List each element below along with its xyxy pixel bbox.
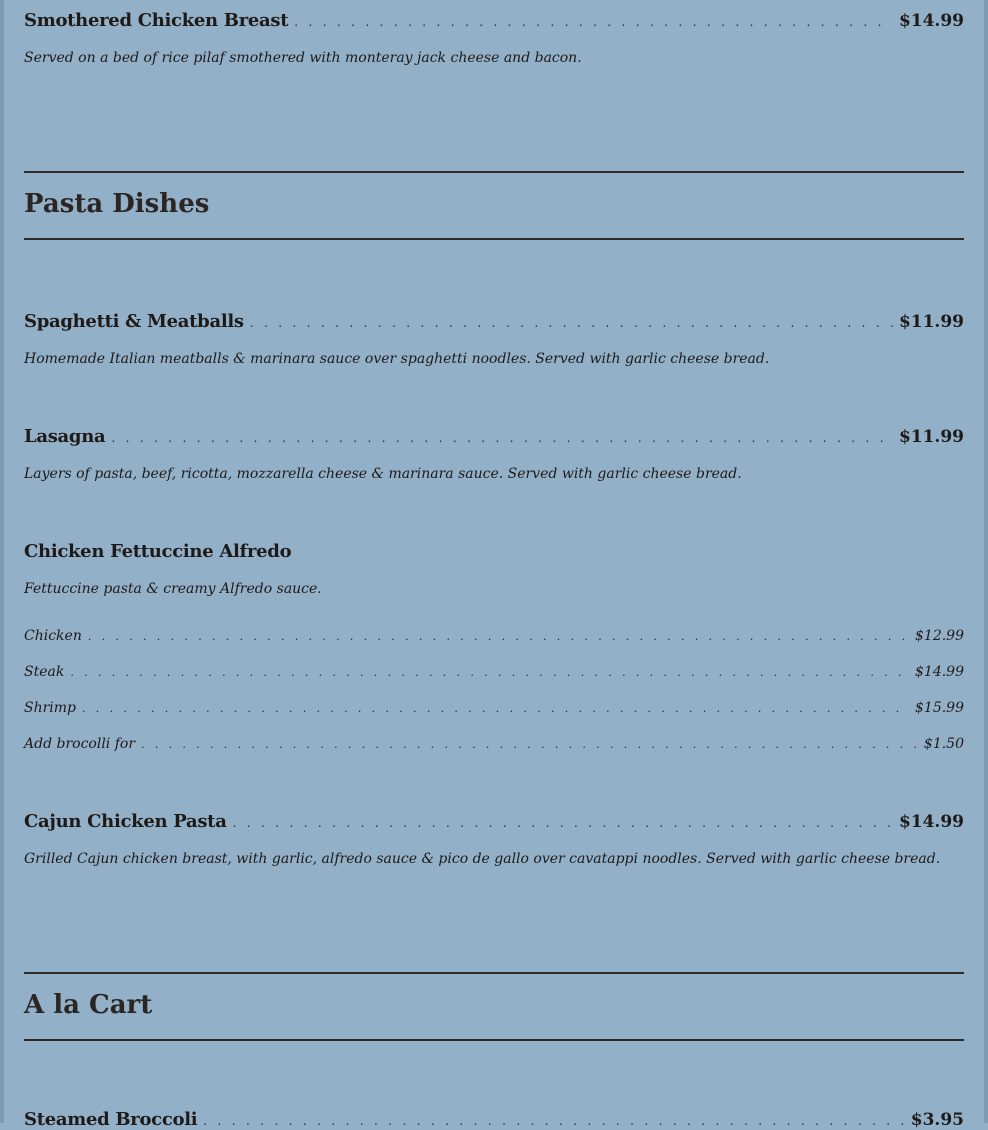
option-row-chicken [24,628,964,644]
page-edge-right [984,0,988,1123]
item-price: $14.99 [898,812,964,832]
item-name: Spaghetti & Meatballs [24,311,244,332]
page-edge-left [0,0,4,1123]
item-name: Lasagna [24,426,106,447]
item-description: Fettuccine pasta & creamy Alfredo sauce. [24,581,322,597]
item-description: Layers of pasta, beef, ricotta, mozzarella cheese & marinara sauce. Served with garlic cheese bread. [24,466,742,482]
dot-leader [111,431,893,445]
menu-item-broccoli [24,1109,964,1130]
dot-leader [70,666,909,679]
option-row-broccoli [24,736,964,752]
section-title-pasta: Pasta Dishes [24,189,210,219]
section-title-alacart: A la Cart [24,990,153,1020]
item-name: Smothered Chicken Breast [24,10,289,31]
section-divider-top [24,972,964,974]
option-price: $1.50 [923,736,964,752]
menu-item-lasagna [24,426,964,447]
option-label: Chicken [24,628,82,644]
item-price: $11.99 [898,427,964,447]
section-divider-bottom [24,238,964,240]
option-label: Steak [24,664,65,680]
option-label: Add brocolli for [24,736,136,752]
dot-leader [233,816,893,830]
menu-item-spaghetti [24,311,964,332]
option-row-shrimp [24,700,964,716]
dot-leader [88,630,909,643]
item-description: Homemade Italian meatballs & marinara sauce over spaghetti noodles. Served with garlic cheese bread. [24,351,770,367]
dot-leader [294,15,893,29]
item-name: Chicken Fettuccine Alfredo [24,541,292,562]
item-description: Served on a bed of rice pilaf smothered with monteray jack cheese and bacon. [24,50,582,66]
menu-item-smothered-chicken [24,10,964,31]
option-label: Shrimp [24,700,77,716]
menu-item-cajun [24,811,964,832]
section-divider-bottom [24,1039,964,1041]
item-description: Grilled Cajun chicken breast, with garlic, alfredo sauce & pico de gallo over cavatappi noodles. Served with garlic cheese bread. [24,851,941,867]
menu-item-fettuccine [24,541,964,562]
item-name: Steamed Broccoli [24,1109,198,1130]
dot-leader [82,702,909,715]
item-price: $3.95 [910,1110,964,1130]
dot-leader [203,1114,904,1128]
section-divider-top [24,171,964,173]
option-price: $12.99 [915,628,964,644]
item-price: $11.99 [898,312,964,332]
option-price: $14.99 [915,664,964,680]
item-price: $14.99 [898,11,964,31]
option-row-steak [24,664,964,680]
dot-leader [141,738,918,751]
option-price: $15.99 [915,700,964,716]
item-name: Cajun Chicken Pasta [24,811,227,832]
dot-leader [250,316,893,330]
